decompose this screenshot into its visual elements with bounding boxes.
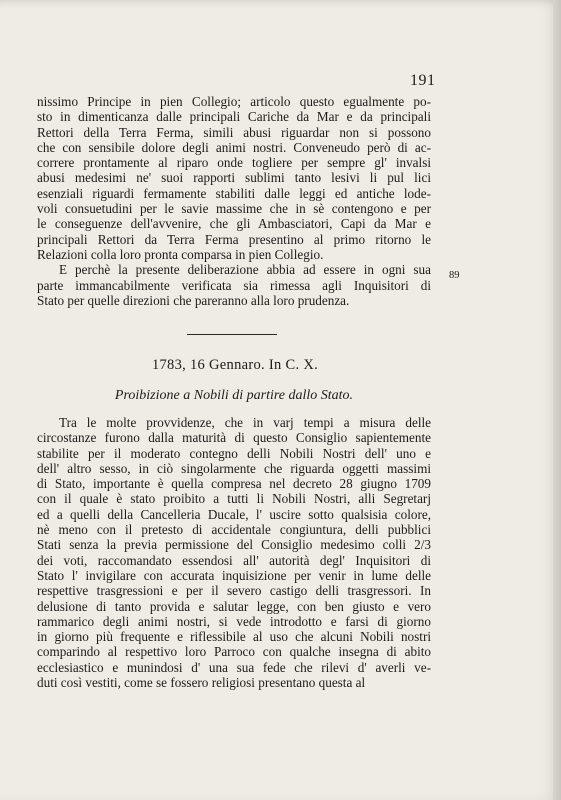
text-line: ed a quelli della Cancelleria Ducale, l' uscire sotto qualsisia colore, — [37, 506, 431, 522]
text-line: ecclesiastico e munindosi d' una sua fede che rilevi d' averli ve- — [37, 659, 431, 675]
text-line: Stato l' invigilare con accurata inquisizione per venir in lume delle — [37, 567, 431, 583]
paragraph-continued — [37, 94, 431, 262]
text-line: sto in dimenticanza dalle principali Cariche da Mar e da principali — [37, 109, 431, 125]
text-line: nissimo Principe in pien Collegio; articolo questo egualmente po- — [37, 94, 431, 109]
body-text-top — [37, 94, 431, 308]
text-line: che con sensibile dolore degli animi nostri. Conveneudo però di ac- — [37, 139, 431, 155]
section-subheading: Proibizione a Nobili di partire dallo Stato. — [114, 388, 354, 403]
text-line: duti così vestiti, come se fossero religiosi presentano questa al — [37, 675, 366, 691]
text-line: nè meno con il pretesto di accidentale congiuntura, delli pubblici — [37, 522, 431, 538]
text-line: abusi medesimi ne' suoi rapporti sublimi tanto lesivi li pul lici — [37, 170, 431, 186]
text-line: Stato per quelle direzioni che pareranno alla loro prudenza. — [37, 292, 350, 308]
text-line: respettive trasgressioni e per il severo castigo delli trasgressori. In — [37, 583, 431, 599]
paragraph-deliberation — [37, 262, 431, 308]
text-line: con il quale è stato proibito a tutti li Nobili Nostri, alli Segretarj — [37, 491, 431, 507]
text-line: correre prontamente al riparo onde togliere per sempre gl' invalsi — [37, 155, 431, 171]
body-text-bottom — [37, 415, 431, 690]
text-line: stabilite per il moderato contegno delli Nobili Nostri dell' uno e — [37, 445, 431, 461]
text-line: E perchè la presente deliberazione abbia ad essere in ogni sua — [59, 262, 431, 278]
page-edge-shadow — [553, 0, 561, 800]
text-line: dell' altro sesso, in ciò singolarmente che riguarda oggetti massimi — [37, 460, 431, 476]
text-line: Tra le molte provvidenze, che in varj tempi a misura delle — [59, 415, 431, 430]
text-line: rammarico degli animi nostri, si vede introdotto e farsi di giorno — [37, 613, 431, 629]
text-line: comparindo al respettivo loro Parroco con qualche insegna di abito — [37, 644, 431, 660]
text-line: parte immancabilmente verificata sia rimessa agli Inquisitori di — [37, 277, 431, 293]
text-line: delusione di tanto provida e salutar legge, con ben giusto e vero — [37, 598, 431, 614]
text-line: di Stato, importante è quella compresa nel decreto 28 giugno 1709 — [37, 476, 431, 492]
page-number: 191 — [410, 72, 436, 89]
text-line: Rettori della Terra Ferma, simili abusi riguardar non si possono — [37, 124, 431, 140]
text-line: circostanze furono dalla maturità di questo Consiglio sapientemente — [37, 430, 431, 446]
paragraph-decree — [37, 415, 431, 690]
text-line: Relazioni colla loro pronta comparsa in pien Collegio. — [37, 246, 324, 262]
text-line: esenziali riguardi fermamente stabiliti dalle leggi ed antiche lode- — [37, 185, 431, 201]
text-line: Stati senza la previa permissione del Consiglio medesimo colli 2/3 — [37, 537, 431, 553]
text-line: le conseguenze dell'avvenire, che gli Ambasciatori, Capi da Mar e — [37, 216, 431, 232]
text-line: principali Rettori da Terra Ferma presentino al primo ritorno le — [37, 231, 431, 247]
section-heading: 1783, 16 Gennaro. In C. X. — [151, 357, 319, 373]
text-line: dei voti, raccomandato essendosi all' autorità degl' Inquisitori di — [37, 552, 431, 568]
section-divider — [187, 334, 277, 335]
text-line: voli consuetudini per le savie massime che in sè contengono e per — [37, 201, 431, 217]
margin-note: 89 — [449, 270, 460, 281]
text-line: in giorno più frequente e riflessibile al uso che alcuni Nobili nostri — [37, 629, 431, 645]
